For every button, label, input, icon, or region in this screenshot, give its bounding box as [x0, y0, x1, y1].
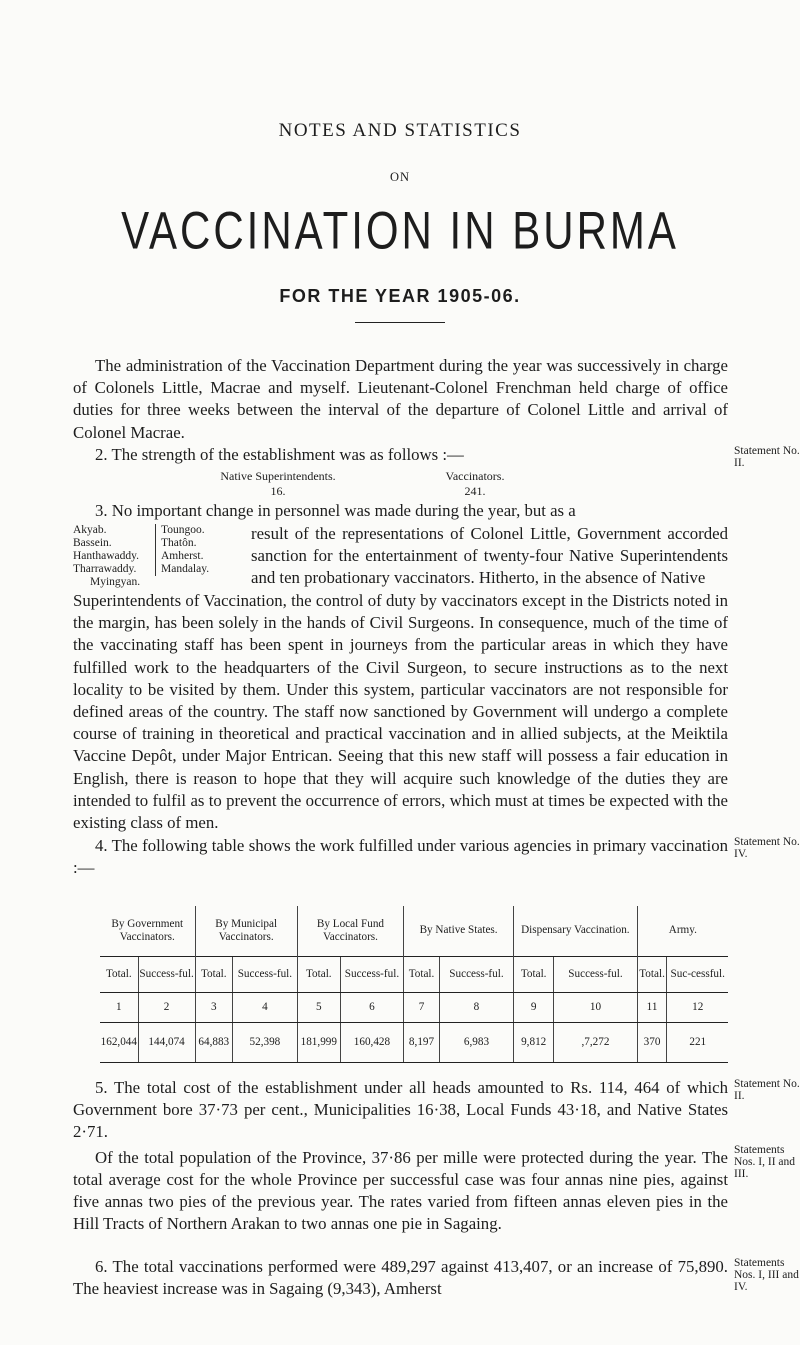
table-group-header-row [100, 906, 728, 956]
margin-note-statements-i-iii-iv: Statements Nos. I, III and IV. [734, 1257, 799, 1293]
paragraph-3-wrapped [251, 523, 728, 590]
title-on: ON [389, 170, 411, 184]
table-group-header: By Municipal Vaccinators. [195, 906, 297, 956]
table-value-row [100, 1022, 728, 1062]
table-cell: 144,074 [138, 1022, 195, 1062]
district-list-right [161, 524, 241, 576]
table-cell: 52,398 [232, 1022, 297, 1062]
table-subheader: Suc-cessful. [667, 956, 728, 992]
paragraph-6-text: 6. The total vaccinations performed were 489,297 against 413,407, or an increase of 75,890. The heaviest increase was in Sagaing (9,343), Amherst [73, 1257, 728, 1299]
table-subheader: Total. [637, 956, 667, 992]
year-line: FOR THE YEAR 1905-06. [279, 286, 521, 306]
strength-value-vaccinators: 241. [464, 484, 486, 498]
table-column-number: 4 [232, 992, 297, 1022]
paragraph-1-text: The administration of the Vaccination Department during the year was successively in charge of Colonels Little, Macrae and myself. Lieutenant-Colonel Frenchman held charge of office duties for three weeks between the interval of the departure of Colonel Little and arrival of Colonel Macrae. [73, 356, 728, 442]
table-cell: 160,428 [340, 1022, 403, 1062]
paragraph-3-rest-text: Superintendents of Vaccination, the control of duty by vaccinators except in the Districts noted in the margin, has been solely in the hands of Civil Surgeons. In consequence, much of the time of the vaccinating staff has been spent in journeys from the particular areas in which they have fulfilled work to the headquarters of the Civil Surgeon, to secure instructions as to the next locality to be visited by them. Under this system, particular vaccinators are not responsible for defined areas of the country. The staff now sanctioned by Government will undergo a complete course of training in theoretical and practical vaccination and in allied subjects, at the Meiktila Vaccine Depôt, under Major Entrican. Seeing that this new staff will possess a fair education in English, there is reason to hope that they will acquire such knowledge of the duties they are intended to fulfil as to prevent the occurrence of errors, which must at times be expected with the existing class of men. [73, 591, 728, 833]
table-cell: 181,999 [297, 1022, 340, 1062]
table-subheader: Total. [195, 956, 232, 992]
district-item: Tharrawaddy. [73, 563, 137, 575]
table-group-header: Army. [637, 906, 728, 956]
table-cell: 221 [667, 1022, 728, 1062]
table-group-header: Dispensary Vaccination. [514, 906, 638, 956]
margin-note-statement-ii: Statement No. II. [734, 445, 800, 469]
table-subheader: Total. [404, 956, 440, 992]
district-item-last: Myingyan. [90, 576, 141, 588]
district-item: Hanthawaddy. [73, 550, 139, 562]
table-cell: 6,983 [439, 1022, 513, 1062]
table-group-header: By Native States. [404, 906, 514, 956]
table-subheader: Success-ful. [340, 956, 403, 992]
margin-note-statements-i-ii-iii: Statements Nos. I, II and III. [734, 1144, 795, 1180]
table-subheader: Success-ful. [439, 956, 513, 992]
table-subheader: Total. [514, 956, 554, 992]
paragraph-1 [73, 355, 728, 444]
table-subheader: Total. [297, 956, 340, 992]
strength-label-superintendents: Native Superintendents. [220, 469, 336, 483]
paragraph-4 [73, 835, 728, 879]
table-column-number: 5 [297, 992, 340, 1022]
section-title: NOTES AND STATISTICS [278, 120, 522, 141]
paragraph-5-text: 5. The total cost of the establishment under all heads amounted to Rs. 114, 464 of which Government bore 37·73 per cent., Municipalities 16·38, Local Funds 43·18, and Native States 2·71. [73, 1078, 728, 1142]
table-cell: 162,044 [100, 1022, 138, 1062]
district-item: Akyab. [73, 524, 107, 536]
table-column-number: 7 [404, 992, 440, 1022]
table-column-number: 1 [100, 992, 138, 1022]
table-subheader: Success-ful. [138, 956, 195, 992]
paragraph-5b-text: Of the total population of the Province, 37·86 per mille were protected during the year. The total average cost for the whole Province per successful case was four annas nine pies, against five annas two pies of the previous year. The rates varied from fifteen annas eleven pies in the Hill Tracts of Northern Arakan to two annas one pie in Sagaing. [73, 1147, 728, 1234]
paragraph-5 [73, 1077, 728, 1235]
district-item: Toungoo. [161, 524, 205, 536]
table-column-number: 10 [554, 992, 637, 1022]
table-column-number-row [100, 992, 728, 1022]
district-item: Mandalay. [161, 563, 210, 575]
strength-label-vaccinators: Vaccinators. [445, 469, 505, 483]
paragraph-3-rest [73, 590, 728, 834]
district-item: Bassein. [73, 537, 112, 549]
table-group-header: By Government Vaccinators. [111, 917, 184, 943]
table-cell: 8,197 [404, 1022, 440, 1062]
district-list-left [73, 524, 156, 576]
main-title: VACCINATION IN BURMA [121, 201, 679, 260]
strength-native-superintendents [198, 469, 358, 499]
title-rule [355, 322, 445, 323]
table-group-header: By Local Fund Vaccinators. [297, 906, 403, 956]
paragraph-4-text: 4. The following table shows the work fulfilled under various agencies in primary vaccination :— [73, 836, 728, 878]
table-subheader-row [100, 956, 728, 992]
district-item: Thatôn. [161, 537, 197, 549]
table-column-number: 8 [439, 992, 513, 1022]
table-column-number: 6 [340, 992, 403, 1022]
table-subheader: Success-ful. [554, 956, 637, 992]
district-item: Amherst. [161, 550, 204, 562]
table-cell: 9,812 [514, 1022, 554, 1062]
table-column-number: 3 [195, 992, 232, 1022]
paragraph-6 [73, 1256, 728, 1300]
paragraph-3-wrap-text: result of the representations of Colonel Little, Government accorded sanction for the entertainment of twenty-four Native Superintendents and ten probationary vaccinators. Hitherto, in the absence of Native [251, 524, 728, 588]
paragraph-2 [73, 444, 633, 466]
paragraph-2-text: 2. The strength of the establishment was as follows :— [95, 445, 464, 464]
table-subheader: Total. [100, 956, 138, 992]
strength-vaccinators [415, 469, 535, 499]
margin-note-statement-ii-cost: Statement No. II. [734, 1078, 800, 1102]
table-subheader: Success-ful. [232, 956, 297, 992]
table-cell: 370 [637, 1022, 667, 1062]
table-column-number: 11 [637, 992, 667, 1022]
vaccination-agency-table [100, 906, 728, 1063]
table-cell: 64,883 [195, 1022, 232, 1062]
table-column-number: 2 [138, 992, 195, 1022]
paragraph-3-first-line [73, 500, 728, 522]
margin-note-statement-iv: Statement No. IV. [734, 836, 800, 860]
table-column-number: 9 [514, 992, 554, 1022]
table-column-number: 12 [667, 992, 728, 1022]
table-cell: ,7,272 [554, 1022, 637, 1062]
paragraph-3-first-text: 3. No important change in personnel was made during the year, but as a [95, 501, 576, 520]
strength-value-superintendents: 16. [270, 484, 286, 498]
